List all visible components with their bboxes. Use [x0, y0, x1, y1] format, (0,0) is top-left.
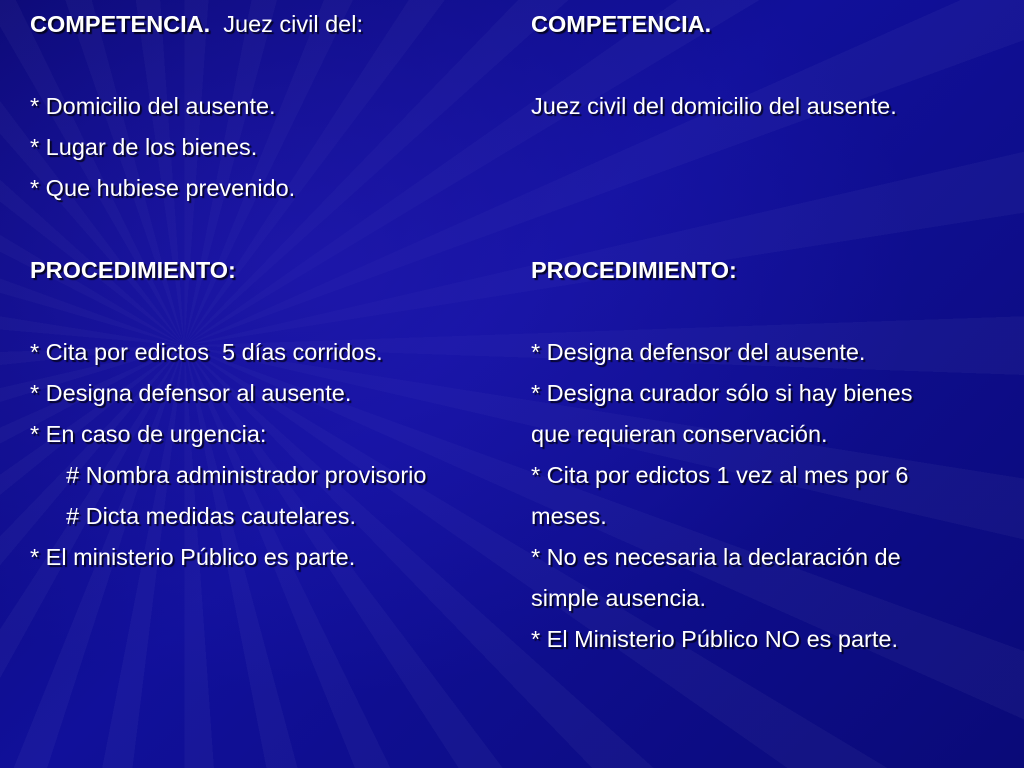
right-procedimiento-line: que requieran conservación. [531, 421, 828, 447]
right-procedimiento-line: * Designa curador sólo si hay bienes [531, 380, 913, 406]
right-procedimiento-line: * Cita por edictos 1 vez al mes por 6 [531, 462, 909, 488]
left-competencia-suffix: Juez civil del: [210, 11, 363, 37]
spacer [30, 45, 520, 86]
left-competencia-line [30, 4, 520, 45]
left-urgencia-subitem: # Nombra administrador provisorio [66, 462, 427, 488]
left-procedimiento-item: * Cita por edictos 5 días corridos. [30, 339, 383, 365]
spacer [30, 209, 520, 250]
left-procedimiento-item: * En caso de urgencia: [30, 421, 267, 447]
left-competencia-item: * Lugar de los bienes. [30, 134, 258, 160]
right-competencia-heading: COMPETENCIA. [531, 11, 712, 37]
right-competencia-text: Juez civil del domicilio del ausente. [531, 93, 897, 119]
left-competencia-heading: COMPETENCIA. [30, 11, 211, 37]
spacer [531, 209, 1011, 250]
left-competencia-item: * Que hubiese prevenido. [30, 175, 296, 201]
right-procedimiento-line: meses. [531, 503, 607, 529]
spacer [531, 168, 1011, 209]
right-procedimiento-line: * No es necesaria la declaración de [531, 544, 901, 570]
left-ministerio-item: * El ministerio Público es parte. [30, 544, 356, 570]
right-column [531, 4, 1011, 660]
left-procedimiento-heading: PROCEDIMIENTO: [30, 257, 236, 283]
spacer [531, 127, 1011, 168]
left-urgencia-subitem: # Dicta medidas cautelares. [66, 503, 356, 529]
left-competencia-item: * Domicilio del ausente. [30, 93, 276, 119]
spacer [30, 291, 520, 332]
spacer [531, 45, 1011, 86]
left-procedimiento-item: * Designa defensor al ausente. [30, 380, 352, 406]
right-procedimiento-heading: PROCEDIMIENTO: [531, 257, 737, 283]
right-procedimiento-line: * Designa defensor del ausente. [531, 339, 866, 365]
right-procedimiento-line: simple ausencia. [531, 585, 707, 611]
left-column [30, 4, 520, 578]
spacer [531, 291, 1011, 332]
right-procedimiento-line: * El Ministerio Público NO es parte. [531, 626, 899, 652]
